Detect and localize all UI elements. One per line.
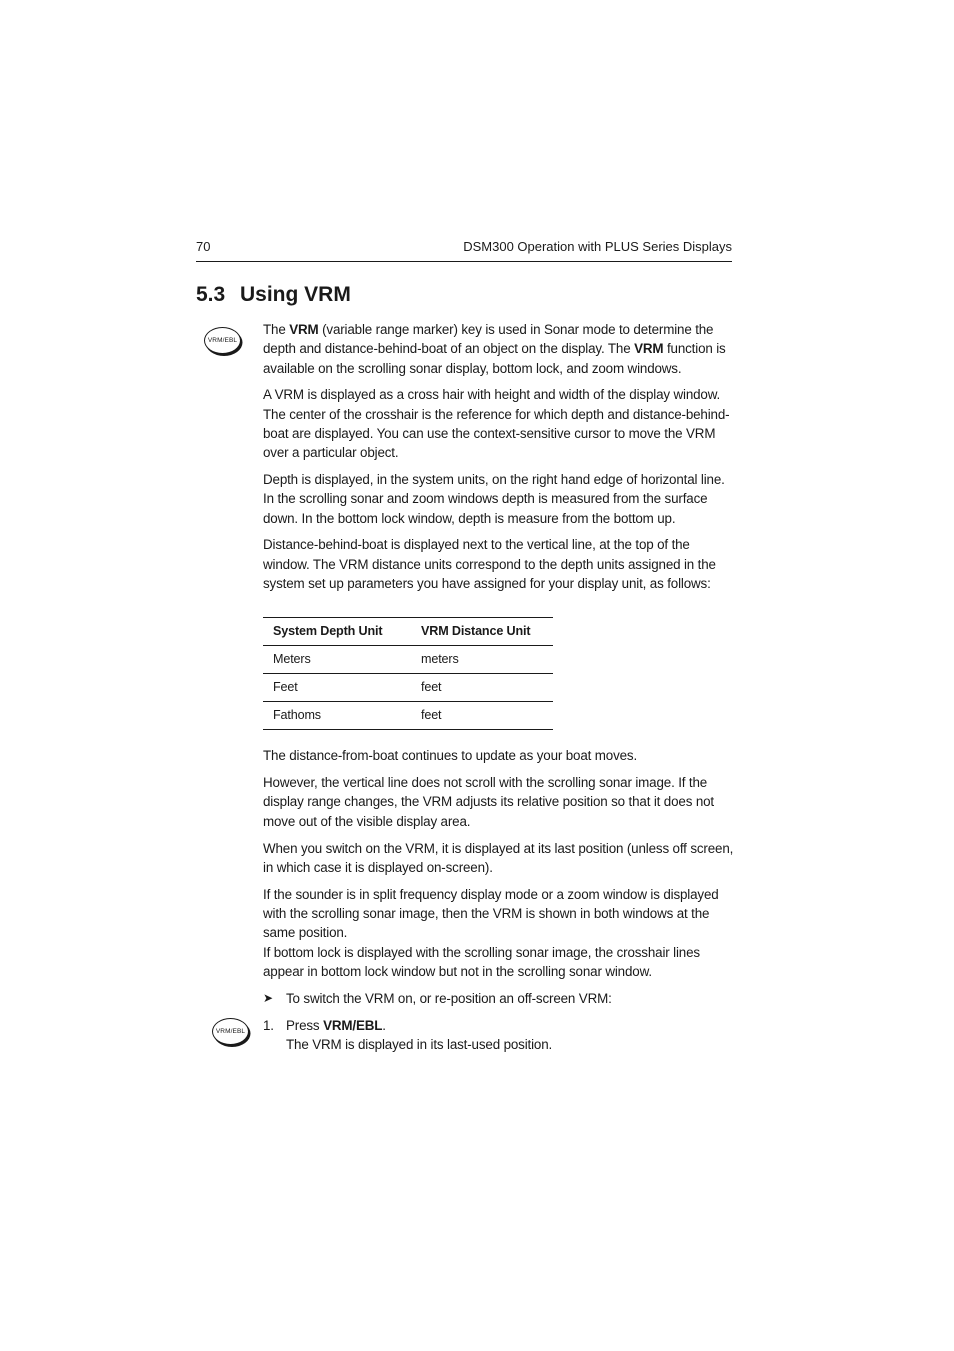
table-cell: meters: [411, 646, 553, 674]
step-body: [286, 1016, 739, 1055]
units-table: [263, 617, 553, 730]
body-content: [263, 320, 739, 1055]
table-header-cell: System Depth Unit: [263, 618, 411, 646]
vrm-ebl-key-icon: [212, 1018, 249, 1045]
vrm-keyword: VRM: [289, 322, 319, 337]
step-instruction: Press VRM/EBL.: [286, 1017, 386, 1033]
page-header: [196, 238, 732, 262]
paragraph-distance: Distance-behind-boat is displayed next to the vertical line, at the top of the window. The VRM distance units correspond to the depth units assigned in the system set up parameters you have assigned for your display unit, as follows:: [263, 537, 716, 592]
section-number: 5.3: [196, 283, 226, 306]
procedure-intro: [263, 989, 739, 1008]
key-name: VRM/EBL: [323, 1017, 383, 1033]
page-number: 70: [196, 239, 211, 254]
table-cell: Fathoms: [263, 702, 411, 730]
table-cell: feet: [411, 674, 553, 702]
vrm-ebl-key-icon: [204, 327, 241, 354]
table-header-row: [263, 618, 553, 646]
section-title: [196, 280, 351, 310]
paragraph-switch-on: When you switch on the VRM, it is displayed at its last position (unless off screen, in which case it is displayed on-screen).: [263, 840, 734, 875]
paragraph-vertical-line: However, the vertical line does not scroll with the scrolling sonar image. If the display range changes, the VRM adjusts its relative position so that it does not move out of the visible display area.: [263, 775, 714, 829]
table-cell: Meters: [263, 646, 411, 674]
paragraph-update: The distance-from-boat continues to update as your boat moves.: [263, 748, 638, 764]
table-row: [263, 702, 553, 730]
table-cell: feet: [411, 702, 553, 730]
running-title: DSM300 Operation with PLUS Series Displays: [463, 239, 732, 254]
paragraph-split-frequency: If the sounder is in split frequency display mode or a zoom window is displayed with the scrolling sonar image, then the VRM is shown in both windows at the same position.: [263, 886, 719, 941]
arrow-right-icon: ➤: [263, 990, 273, 1005]
table-header-cell: VRM Distance Unit: [411, 618, 553, 646]
section-heading-text: Using VRM: [240, 283, 351, 306]
vrm-ebl-key-label: VRM/EBL: [215, 1028, 246, 1035]
table-row: [263, 674, 553, 702]
step-result: The VRM is displayed in its last-used position.: [286, 1037, 553, 1053]
paragraph-crosshair: A VRM is displayed as a cross hair with height and width of the display window. The center of the crosshair is the reference for which depth and distance-behind-boat are displayed. You can use the context-sensitive cursor to move the VRM over a particular object.: [263, 387, 730, 461]
paragraph-vrm-key: The VRM (variable range marker) key is used in Sonar mode to determine the depth and distance-behind-boat of an object on the display. The VRM function is available on the scrolling sonar display, bottom lock, and zoom windows.: [263, 322, 726, 376]
vrm-keyword: VRM: [634, 341, 664, 357]
procedure-step: [263, 1016, 739, 1055]
step-number: 1.: [263, 1017, 274, 1033]
paragraph-bottom-lock: If bottom lock is displayed with the scrolling sonar image, the crosshair lines appear in bottom lock window but not in the scrolling sonar window.: [263, 944, 700, 979]
table-row: [263, 646, 553, 674]
paragraph-depth: Depth is displayed, in the system units, on the right hand edge of horizontal line. In the scrolling sonar and zoom windows depth is measured from the surface down. In the bottom lock window, depth is measure from the bottom up.: [263, 472, 725, 526]
procedure-intro-text: To switch the VRM on, or re-position an off-screen VRM:: [286, 990, 612, 1006]
vrm-ebl-key-label: VRM/EBL: [207, 337, 238, 344]
table-cell: Feet: [263, 674, 411, 702]
